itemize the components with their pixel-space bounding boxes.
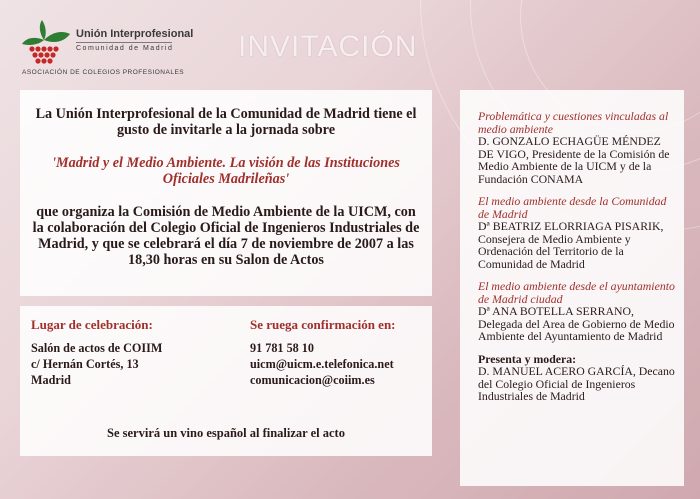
logo-divider xyxy=(76,42,172,43)
topic-title: El medio ambiente desde la Comunidad de Madrid xyxy=(478,194,667,221)
rsvp-email-link[interactable]: comunicacion@coiim.es xyxy=(250,373,375,387)
topic-title: Problemática y cuestiones vinculadas al medio ambiente xyxy=(478,109,669,136)
invitation-panel xyxy=(20,90,432,296)
moderator-speaker: D. MANUEL ACERO GARCÍA, Decano del Colegio Oficial de Ingenieros Industriales de Madrid xyxy=(478,364,675,403)
program-topic xyxy=(478,110,678,185)
event-organizer: que organiza la Comisión de Medio Ambiente de la UICM, con la colaboración del Colegio Oficial de Ingenieros Industriales de Madrid, y que se celebrará el día 7 de noviembre de 2007 a las 18,30 horas en su Salon de Actos xyxy=(32,204,420,268)
logo-name: Unión Interprofesional xyxy=(76,28,194,40)
logo xyxy=(20,14,194,78)
rsvp-email-link[interactable]: uicm@uicm.e.telefonica.net xyxy=(250,357,394,371)
program-list xyxy=(478,110,678,413)
logo-association: ASOCIACIÓN DE COLEGIOS PROFESIONALES xyxy=(22,69,185,76)
program-moderator xyxy=(478,353,678,403)
rsvp-contacts xyxy=(250,340,394,388)
topic-speaker: Dª BEATRIZ ELORRIAGA PISARIK, Consejera de Medio Ambiente y Ordenación del Territorio de la Comunidad de Madrid xyxy=(478,219,664,271)
program-topic xyxy=(478,195,678,270)
topic-speaker: D. GONZALO ECHAGÜE MÉNDEZ DE VIGO, Presidente de la Comisión de Medio Ambiente de la UICM y de la Fundación CONAMA xyxy=(478,134,670,186)
venue-title: Lugar de celebración: xyxy=(31,317,153,332)
moderator-title: Presenta y modera: xyxy=(478,351,577,366)
venue-line: c/ Hernán Cortés, 13 xyxy=(31,357,139,371)
program-topic xyxy=(478,280,678,343)
logo-subtitle: Comunidad de Madrid xyxy=(76,45,174,52)
topic-speaker: Dª ANA BOTELLA SERRANO, Delegada del Area de Gobierno de Medio Ambiente del Ayuntamiento de Madrid xyxy=(478,304,675,343)
rsvp-title: Se ruega confirmación en: xyxy=(250,317,396,332)
topic-title: El medio ambiente desde el ayuntamiento de Madrid ciudad xyxy=(478,279,675,306)
event-title: 'Madrid y el Medio Ambiente. La visión de las Instituciones Oficiales Madrileñas' xyxy=(52,155,400,187)
venue-line: Salón de actos de COIIM xyxy=(31,341,163,355)
rsvp-phone[interactable]: 91 781 58 10 xyxy=(250,341,314,355)
page-title: INVITACIÓN xyxy=(238,30,418,63)
invitation-intro: La Unión Interprofesional de la Comunidad de Madrid tiene el gusto de invitarle a la jornada sobre xyxy=(35,106,417,138)
invitation-text xyxy=(30,106,422,268)
venue-line: Madrid xyxy=(31,373,71,387)
venue-address xyxy=(31,340,162,388)
closing-note: Se servirá un vino español al finalizar el acto xyxy=(107,426,345,440)
union-logo-icon xyxy=(20,16,72,64)
